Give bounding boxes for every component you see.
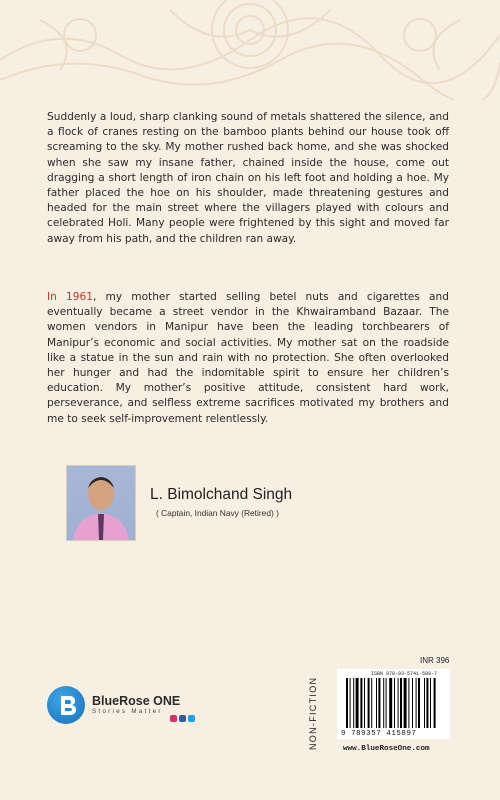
publisher-website: www.BlueRoseOne.com [343,745,430,753]
synopsis-paragraph-1: Suddenly a loud, sharp clanking sound of metals shattered the silence, and a flock of cranes resting on the bamboo plants behind our house took off screaming to the sky. My mother rushed back home, and she was shocked when she saw my insane father, chained inside the house, come out dragging a short length of iron chain on his left foot and holding a hoe. My father placed the hoe on his shoulder, made threatening gestures and headed for the main street where the villagers played with colours and celebrated Holi. Many people were frightened by this sight and moved far away from his path, and the children ran away. [47,111,449,245]
isbn-label: ISBN 978-93-5741-589-7 [371,671,438,677]
publisher-logo-icon [47,686,85,724]
barcode [346,678,442,728]
author-name: L. Bimolchand Singh [150,486,293,503]
publisher-tagline: Stories Matter [92,708,163,715]
highlighted-year: In 1961 [47,291,93,303]
decorative-ornament [0,0,500,100]
instagram-icon [170,715,177,722]
synopsis-paragraph-2 [47,290,449,427]
price-label: INR 396 [420,656,450,665]
author-photo [66,465,136,541]
twitter-icon [188,715,195,722]
social-icons [170,715,195,722]
publisher-name: BlueRose ONE [92,694,181,708]
paragraph-2-text: , my mother started selling betel nuts and cigarettes and eventually became a street vendor in the Khwairamband Bazaar. The women vendors in Manipur have been the leading torchbearers of Manipur’s economic and social activities. My mother sat on the roadside like a statue in the sun and rain with no protection. She often overlooked her hunger and had the indomitable spirit to ensure her children’s education. My mother’s positive attitude, consistent hard work, perseverance, and selfless extreme sacrifices motivated my brothers and me to seek self-improvement relentlessly. [47,291,449,425]
barcode-digits: 9 789357 415897 [341,730,417,738]
author-title: ( Captain, Indian Navy (Retired) ) [156,508,279,518]
genre-label: NON-FICTION [308,676,318,750]
facebook-icon [179,715,186,722]
